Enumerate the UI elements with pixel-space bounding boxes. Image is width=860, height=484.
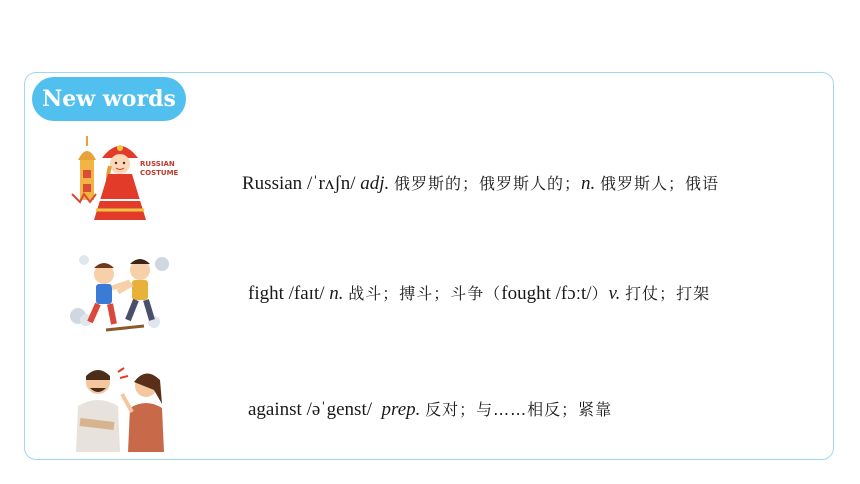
word-row-fight [248,281,710,305]
word-row-russian: Russian /ˈrʌʃn/ adj. 俄罗斯的；俄罗斯人的；n. 俄罗斯人；俄语 [242,173,720,194]
past-tense: fought /fɔːt/ [501,283,592,304]
definition-2: 打仗；打架 [625,284,711,303]
word: against [248,399,302,420]
phonetic: /ˈrʌʃn/ [306,173,356,194]
definition: 俄罗斯的；俄罗斯人的 [394,174,565,193]
badge-text-line2: COSTUME [140,169,179,177]
close-paren: ） [591,284,609,303]
word: Russian [242,173,303,194]
part-of-speech-2: v. [608,283,621,304]
kids-fighting-illustration [66,246,178,336]
definition: 战斗；搏斗；斗争（ [348,284,502,303]
phonetic: /faɪt/ [288,283,325,304]
definition-2: 俄罗斯人；俄语 [600,174,720,193]
section-title: New words [42,86,176,112]
phonetic: /əˈgenst/ [306,399,373,420]
badge-text-line1: RUSSIAN [140,160,175,168]
part-of-speech: n. [329,283,344,304]
part-of-speech: adj. [360,173,390,194]
part-of-speech-2: n. [581,173,596,194]
section-title-pill [32,77,186,121]
russian-costume-illustration [68,130,180,226]
part-of-speech: prep. [381,399,421,420]
word-row-against [248,397,612,421]
definition: 反对；与……相反；紧靠 [425,400,613,419]
arguing-couple-illustration [66,360,176,452]
word: fight [248,283,284,304]
